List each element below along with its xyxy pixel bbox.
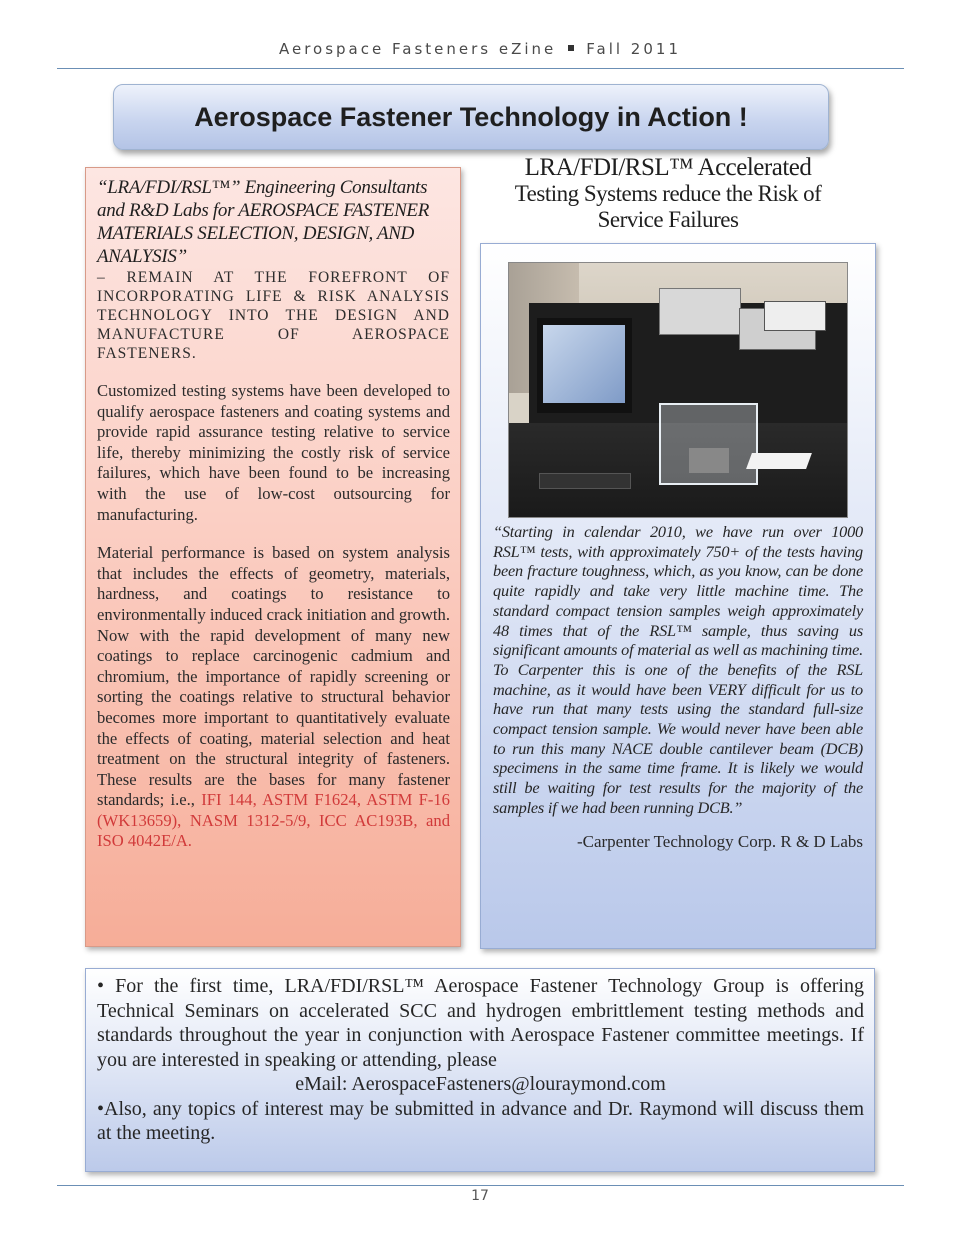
lab-photo — [508, 262, 848, 518]
left-column-box — [85, 167, 461, 947]
right-column-box — [480, 243, 876, 949]
seminar-announcement-box — [85, 968, 875, 1172]
right-title-line-3: Service Failures — [597, 207, 739, 232]
quote-heading: “LRA/FDI/RSL™” Engineering Consultants and R&D Labs for AEROSPACE FASTENER MATERIALS SELECTION, DESIGN, AND ANALYSIS” — [97, 177, 430, 267]
running-header — [0, 40, 960, 58]
right-column-title — [480, 155, 856, 233]
footer-rule — [57, 1185, 904, 1186]
bullet-separator-icon — [568, 45, 574, 51]
right-title-line-2: Testing Systems reduce the Risk of — [514, 181, 822, 206]
left-paragraph-2-text: Material performance is based on system analysis that includes the effects of geometry, materials, hardness, and coatings to resistance to environmentally induced crack initiation and growth. Now with the rapid development of many new coatings to replace carcinogenic cadmium and chromium, the importance of rapidly screening or sorting the coatings relative to structural behavior becomes more important to quantitatively evaluate the effects of coating, material selection and heat treatment on the structural integrity of fasteners. These results are the bases for many fastener standards; i.e., — [97, 543, 450, 810]
testimonial-quote: “Starting in calendar 2010, we have run over 1000 RSL™ tests, with approximately 750+ of the tests having been fracture toughness, which, as you know, can be done quite rapidly and take very little machine time. The standard compact tension samples weigh approximately 48 times that of the RSL™ sample, thus saving us significant amounts of material as well as machining time. To Carpenter this is one of the benefits of the RSL machine, as it would have been VERY difficult for us to have run that many tests using the standard full-size compact tension sample. We would never have been able to run this many NACE double cantilever beam (DCB) specimens in the same time frame. It is likely we would still be waiting for test results for the majority of the samples if we had been running DCB.” — [493, 522, 863, 817]
section-banner — [113, 84, 829, 150]
page-number: 17 — [471, 1188, 489, 1204]
header-rule — [57, 68, 904, 69]
issue-label: Fall 2011 — [586, 40, 681, 58]
caps-statement: – REMAIN AT THE FOREFRONT OF INCORPORATING LIFE & RISK ANALYSIS TECHNOLOGY INTO THE DESIGN AND MANUFACTURE OF AEROSPACE FASTENERS. — [97, 269, 450, 362]
announcement-paragraph-1: • For the first time, LRA/FDI/RSL™ Aerospace Fastener Technology Group is offering Technical Seminars on accelerated SCC and hydrogen embrittlement testing methods and standards throughout the year in conjunction with Aerospace Fastener committee meetings. If you are interested in speaking or attending, please — [97, 975, 864, 1071]
left-paragraph-2 — [97, 543, 450, 852]
testimonial-attribution: -Carpenter Technology Corp. R & D Labs — [576, 831, 863, 851]
banner-title: Aerospace Fastener Technology in Action ! — [194, 101, 748, 132]
right-title-line-1: LRA/FDI/RSL™ Accelerated — [524, 154, 812, 181]
contact-email[interactable]: eMail: AerospaceFasteners@louraymond.com — [295, 1073, 666, 1095]
left-paragraph-1: Customized testing systems have been developed to qualify aerospace fasteners and coating systems and provide rapid assurance testing relative to service life, thereby minimizing the costly risk of service failures, which have been found to be increasing with the use of low-cost outsourcing for manufacturing. — [97, 381, 450, 524]
publication-name: Aerospace Fasteners eZine — [278, 40, 557, 58]
standards-list: IFI 144, ASTM F1624, ASTM F-16 (WK13659), NASM 1312-5/9, ICC AC193B, and ISO 4042E/A. — [97, 790, 450, 851]
announcement-paragraph-2: •Also, any topics of interest may be submitted in advance and Dr. Raymond will discuss them at the meeting. — [97, 1097, 864, 1144]
